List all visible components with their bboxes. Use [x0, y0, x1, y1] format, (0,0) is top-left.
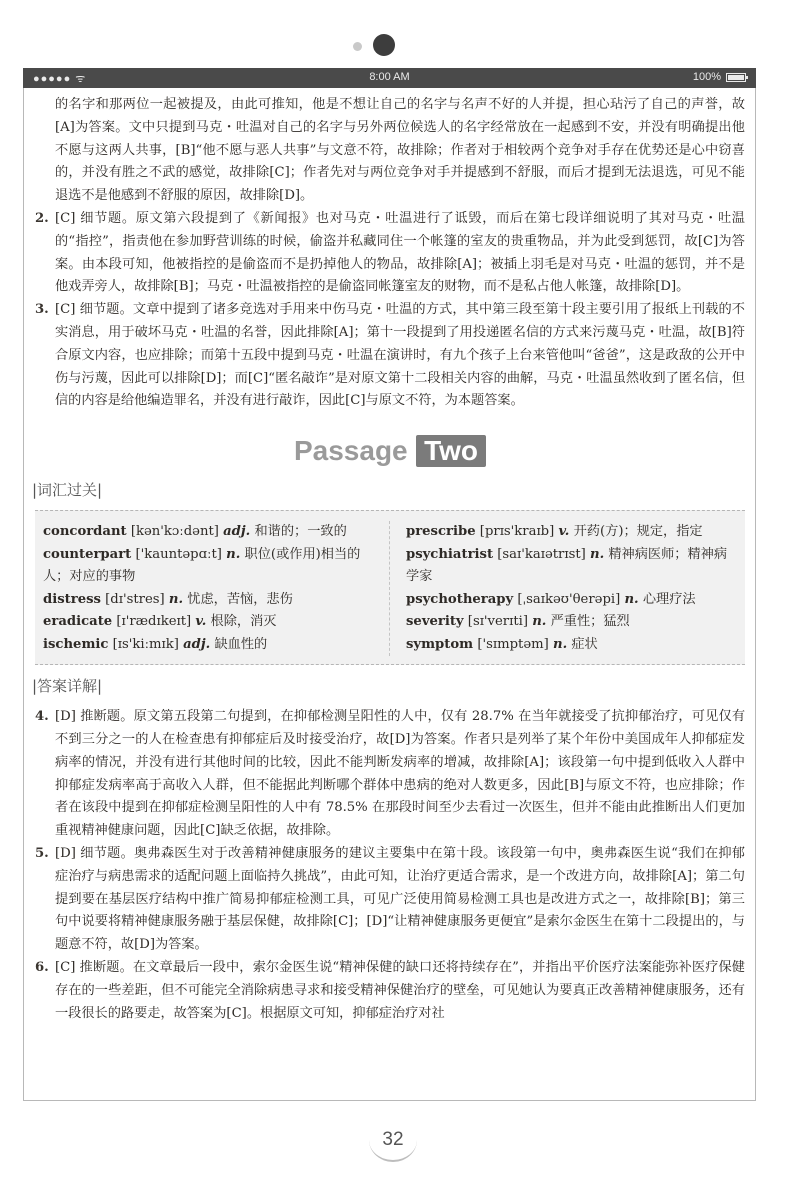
passage-title [35, 435, 745, 471]
vocab-entry: prescribe [prɪs'kraɪb] v. 开药(方)；规定，指定 [406, 524, 703, 540]
device-bezel [0, 0, 800, 68]
status-bar [23, 68, 756, 88]
vocab-entry: severity [sɪ'verɪti] n. 严重性；猛烈 [406, 614, 630, 630]
passage-word: Passage [293, 435, 408, 467]
item-number: 3. [35, 302, 49, 318]
vocab-entry: psychotherapy [ˌsaɪkəʊ'θerəpi] n. 心理疗法 [406, 591, 696, 607]
answer-item [35, 299, 745, 413]
item-text: [C] 细节题。文章中提到了诸多竞选对手用来中伤马克・吐温的方式，其中第三段至第十段主要引用了报纸上刊载的不实消息，用于破坏马克・吐温的名誉，因此排除[A]；第十一段提到了用投递匿名信的方式来污蔑马克・吐温，故[B]符合原文内容，也应排除；而第十五段中提到马克・吐温在演讲时，有九个孩子上台来管他叫“爸爸”，这是政敌的公开中伤与污蔑，因此可以排除[D]；而[C]“匿名敲诈”是对原文第十二段相关内容的曲解，马克・吐温虽然收到了匿名信，但信的内容是给他编造罪名，并没有进行敲诈，因此[C]与原文不符，为本题答案。 [55, 302, 745, 409]
status-time: 8:00 AM [369, 71, 410, 83]
item-text: [D] 推断题。原文第五段第二句提到，在抑郁检测呈阳性的人中，仅有 28.7% 在当年就接受了抗抑郁治疗，可见仅有不到三分之一的人在检查患有抑郁症后及时接受治疗，故[D]为答案。作者只是列举了某个年份中美国成年人抑郁症发病率的情况，并没有进行其他时间的比较，因此不能判断发病率的增减，故排除[A]；该段第一句中提到低收入人群中抑郁症发病率高于高收入人群，但不能据此判断哪个群体中患病的绝对人数更多，因此[B]与原文不符，也应排除；作者在该段中提到在抑郁症检测呈阳性的人中有 78.5% 在那段时间至少去看过一次医生，但并不能由此推断出人们更加重视精神健康问题，因此[C]缺乏依据，故排除。 [55, 709, 745, 839]
answers-header: |答案详解| [32, 677, 103, 696]
vocab-entry: ischemic [ɪs'kiːmɪk] adj. 缺血性的 [43, 636, 268, 652]
item-number: 2. [35, 210, 49, 226]
page-content [32, 94, 745, 1025]
item-text: [C] 细节题。原文第六段提到了《新闻报》也对马克・吐温进行了诋毁，而后在第七段详细说明了其对马克・吐温的“指控”，指责他在参加野营训练的时候，偷盗并私藏同住一个帐篷的室友的贵重物品，并为此受到惩罚，故[C]为答案。由本段可知，他被指控的是偷盗而不是扔掉他人的物品，故排除[A]；被插上羽毛是对马克・吐温的惩罚，并不是他戏弄旁人，故排除[B]；马克・吐温被指控的是偷盗同帐篷室友的财物，而不是私占他人帐篷，故排除[D]。 [55, 210, 745, 295]
vocab-entry: psychiatrist [saɪ'kaɪətrɪst] n. 精神病医师；精神病学家 [406, 546, 728, 585]
answer-item [35, 957, 745, 1025]
vocab-box [35, 510, 745, 665]
vocab-column-right [390, 521, 737, 656]
answer-item [35, 706, 745, 843]
battery-icon [726, 73, 746, 82]
battery-status [693, 71, 746, 83]
answer-item [35, 843, 745, 957]
vocab-column-left [43, 521, 390, 656]
vocab-entry: symptom ['sɪmptəm] n. 症状 [406, 636, 598, 652]
passage-number: Two [416, 435, 486, 467]
vocab-entry: counterpart ['kauntəpɑːt] n. 职位(或作用)相当的人；对应的事物 [43, 546, 361, 585]
intro-paragraph: 的名字和那两位一起被提及，由此可推知，他是不想让自己的名字与名声不好的人并提，担心玷污了自己的声誉，故[A]为答案。文中只提到马克・吐温对自己的名字与另外两位候选人的名字经常放在一起感到不安，并没有明确提出他不愿与这两人共事，[B]“他不愿与恶人共事”与文意不符，故排除；作者对于相较两个竞争对手存在优势还是心中窃喜的，并没有胜之不武的感觉，故排除[C]；作者先对与两位竞争对手并提感到不舒服，而后才提到无法退选，可见不能退选不是他感到不舒服的原因，故排除[D]。 [55, 97, 745, 204]
battery-percent: 100% [692, 71, 721, 83]
item-number: 6. [35, 959, 49, 975]
item-number: 4. [35, 709, 49, 725]
answer-list-1 [35, 208, 745, 413]
vocab-entry: concordant [kən'kɔːdənt] adj. 和谐的；一致的 [43, 524, 347, 540]
vocab-entry: eradicate [ɪ'rædɪkeɪt] v. 根除，消灭 [43, 614, 277, 630]
camera-icon [373, 34, 395, 56]
signal-icon: ●●●●● ᯤ [33, 73, 87, 85]
item-text: [D] 细节题。奥弗森医生对于改善精神健康服务的建议主要集中在第十段。该段第一句中，奥弗森医生说“我们在抑郁症治疗与病患需求的适配问题上面临持久挑战”，由此可知，让治疗更适合需求，是一个改进方向，故排除[A]；第二句提到要在基层医疗结构中推广简易抑郁症检测工具，可见广泛使用简易检测工具也是改进方式之一，故排除[B]；第三句中说要将精神健康服务融于基层保健，故排除[C]；[D]“让精神健康服务更便宜”是索尔金医生在第十二段提出的，与题意不符，故[D]为答案。 [55, 845, 745, 953]
item-number: 5. [35, 845, 49, 861]
vocab-header: |词汇过关| [32, 481, 103, 500]
answer-list-2 [35, 706, 745, 1025]
item-text: [C] 推断题。在文章最后一段中，索尔金医生说“精神保健的缺口还将持续存在”，并指出平价医疗法案能弥补医疗保健存在的一些差距，但不可能完全消除病患寻求和接受精神保健治疗的壁垒，可见她认为要真正改善精神健康服务，还有一段很长的路要走，故答案为[C]。根据原文可知，抑郁症治疗对社 [55, 959, 745, 1021]
vocab-entry: distress [dɪ'stres] n. 忧虑，苦恼，悲伤 [43, 591, 293, 607]
page-number: 32 [369, 1118, 417, 1162]
answer-item [35, 208, 745, 299]
sensor-dot [353, 42, 362, 51]
